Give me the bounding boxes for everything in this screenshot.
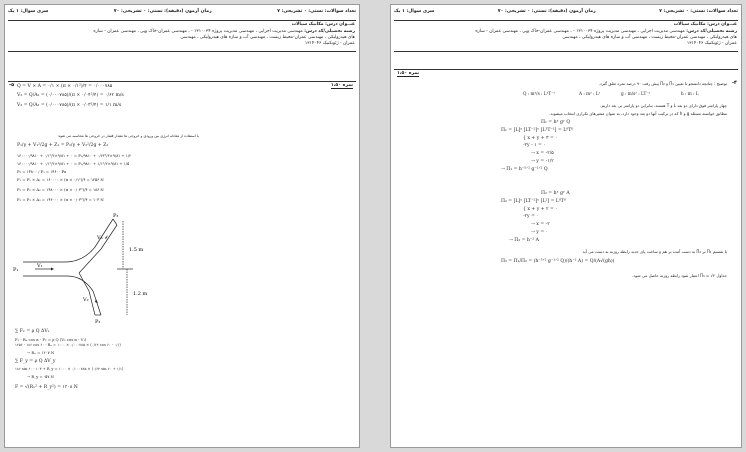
eq-flow: Q = V × A = ۰/۱ × (π × ۰/۱²)/۴ = ۰/۰۰۰۷۸۵ — [17, 84, 113, 89]
pi2-y: → y = ۰ — [531, 230, 549, 235]
section-divider — [394, 51, 738, 52]
exam-header — [394, 9, 738, 19]
course-title: عنــوان درس: مکانیک سیالات — [673, 22, 737, 27]
eq-bernoulli-2: ۱۶۰۰۰۰/۹۸۱۰ + ۰/۱²/۲×۹/۸۱ + ۰ = P₂/۹۸۱۰ + ۰/۶۲²/۲×۹/۸۱ + ۱/۲ — [17, 153, 132, 158]
question-count: تعداد سوالات: تستی: ۰ تشریحی: ۷ — [659, 9, 738, 14]
pi1-result: → Π₁ = h⁻⁵ᐟ² g⁻¹ᐟ² Q — [501, 167, 548, 172]
score-label: ۱،۵۰ نمره — [397, 71, 420, 76]
exam-header — [8, 9, 356, 19]
pi1-dims: Π₁ = [L]ˣ [LT⁻²]ʸ [L³T⁻¹] = L⁰T⁰ — [501, 128, 574, 133]
major-info: رشته تحصیلی/کد درس: مهندسی مدیریت اجرایی ، مهندسی مدیریت پروژه ۱۳۱۰۰۳۴ - ، مهندسی عمران-خاک وپی ، مهندسی عمران - سازه های هیدرولیکی ، مهندسی عمران-محیط زیست ، مهندسی آب و سازه های هیدرولیکی ، مهندسی عمران - ژئوتکنیک ۱۳۱۴۰۴۶ — [475, 29, 737, 47]
pi2-x: → x = -۲ — [531, 222, 550, 227]
pi2-dims: Π₂ = [L]ˣ [LT⁻²]ʸ [L²] = L⁰T⁰ — [501, 199, 566, 204]
intro-note: توضیح : چنانچه دانشجو تا تعیین Π₁ و Π₂ پیش رفت ۹۰ درصد نمره تعلق گیرد. — [598, 81, 727, 86]
para-combine: با تقسیم Π₁ بر Π₂ به دست آمده بر هم و ساخت پای جدید رابطه روزنه به دست می آید — [582, 249, 727, 254]
header-divider — [394, 20, 738, 21]
label-v1: V₁ — [37, 263, 43, 269]
eq-momentum-x-2: F₁ - Rₓ cos α - F₂ = ρ Q (V₂ cos α - V₁) — [15, 337, 87, 342]
question-series: سری سوال: ۱ یک — [394, 9, 435, 14]
question-number: -۵ — [9, 82, 15, 88]
score-label: ۱،۵۰ نمره — [330, 83, 353, 88]
pipe-diagram — [5, 211, 165, 331]
eq-v3: V₃ = Q/A₃ = (۰/۰۰۰۷۸۵)/(π × ۰/۰۳²/۴) = ۱/۱ m/s — [17, 103, 122, 108]
eq-ry: → R_y = -۵۷ N — [27, 374, 54, 379]
answer-page-left — [4, 4, 360, 448]
label-p2: P₂ — [95, 319, 101, 325]
label-h1: 1.5 m — [129, 247, 144, 253]
dim-h: h : m : L — [681, 91, 699, 96]
eq-momentum-x: ∑ Fₓ = ρ Q ΔVₓ — [15, 329, 50, 334]
label-p1: P₁ — [13, 267, 19, 273]
para-repeating: مطابق خواسته مسئله g و h که در ترکیب آنها دو بعد وجود دارد، به عنوان متغیرهای تکراری انتخاب میشوند. — [549, 111, 727, 116]
header-divider — [8, 20, 356, 21]
major-info: رشته تحصیلی/کد درس: مهندسی مدیریت اجرایی ، مهندسی مدیریت پروژه ۱۳۱۰۰۳۴ - ، مهندسی عمران-خاک وپی ، مهندسی عمران - سازه های هیدرولیکی ، مهندسی عمران-محیط زیست ، مهندسی آب و سازه های هیدرولیکی ، مهندسی عمران - ژئوتکنیک ۱۳۱۴۰۴۶ — [93, 29, 355, 47]
label-h2: 1.2 m — [133, 291, 148, 297]
pi1-x: → x = -۲/۵ — [531, 151, 554, 156]
eq-momentum-y-2: ۱۸۶ sin ۶۰ - ۱۰۳ + R_y = ۱۰۰۰ × ۰/۰۰۰۷۸۵ × (۰/۶۲ sin ۶۰ + ۱/۱) — [15, 367, 124, 371]
pi3-ratio: Π₃ = Π₁/Π₂ = (h⁻⁵ᐟ² g⁻¹ᐟ² Q)/(h⁻² A) = Q/(A√(gh)) — [501, 259, 615, 264]
question-number: -۴ — [731, 80, 737, 86]
label-v3: V₃ — [97, 235, 103, 241]
question-top-divider — [394, 69, 738, 70]
para-dims: چهار پارامتر فوق دارای دو بعد L و T هستند، بنابراین دو پارامتر بی بعد داریم. — [600, 103, 727, 108]
exam-time: زمان آزمون (دقیقه): تستی: ۰ تشریحی: ۷۰ — [113, 9, 212, 14]
answer-page-right — [390, 4, 742, 448]
question-series: سری سوال: ۱ یک — [8, 9, 49, 14]
section-divider — [8, 51, 356, 52]
label-p3: P₃ — [113, 213, 119, 219]
course-title: عنــوان درس: مکانیک سیالات — [291, 22, 355, 27]
label-v2: V₂ — [83, 297, 89, 303]
eq-v2: V₂ = Q/A₂ = (۰/۰۰۰۷۸۵)/(π × ۰/۰۴²/۴) = ۰/۶۲ m/s — [17, 93, 124, 98]
eq-momentum-x-3: ۱۲۵۶ - ۱۸۶ cos ۶۰ - Rₓ = ۱۰۰۰ × ۰/۰۰۰۷۸۵ × (۰/۶۲ cos ۶۰ - ۰/۱) — [15, 343, 121, 347]
eq-force-1: F₁ = P₁ × A₁ = ۱۶۰۰۰۰ × (π × ۰/۱²)/۴ = ۱۲۵۶ N — [17, 177, 104, 182]
final-note: جداول Π₃ = √۲ اعتبار شود رابطه روزنه حاصل می شود. — [632, 273, 727, 278]
eq-bernoulli-3: ۱۶۰۰۰۰/۹۸۱۰ + ۰/۱²/۲×۹/۸۱ + ۰ = P₃/۹۸۱۰ + ۱/۱²/۲×۹/۸۱ + ۱/۵ — [17, 161, 130, 166]
energy-note: با استفاده از معادله انرژی بین ورودی و خروجی ها مقدار فشار در خروجی ها محاسبه می شود: — [57, 134, 199, 138]
pi2-result: → Π₂ = h⁻² A — [509, 238, 539, 243]
question-top-divider — [8, 81, 356, 82]
pi1-sys-1: { x + y + ۳ = ۰ — [523, 136, 558, 141]
pi1-y: → y = -۱/۲ — [531, 159, 554, 164]
dim-g: g : m/s² : LT⁻² — [621, 91, 651, 96]
pi2-def: Π₂ = hˣ gʸ A — [541, 191, 570, 196]
pi1-def: Π₁ = hˣ gʸ Q — [541, 120, 571, 125]
eq-rx: → Rₓ = ۱۲۰۷ N — [27, 350, 55, 355]
question-count: تعداد سوالات: تستی: ۰ تشریحی: ۷ — [277, 9, 356, 14]
eq-resultant: F = √(Rₓ² + R_y²) = ۱۲۰۸ N — [15, 385, 78, 390]
eq-pressures: P₂ = ۱۴۸۰۰ / P₃ = ۱۴۶۰۰ Pa — [17, 169, 67, 174]
eq-force-3: F₃ = P₃ × A₃ = ۱۴۶۰۰۰ × (π × ۰/۰۳²)/۴ = ۱۰۳ N — [17, 197, 104, 202]
dim-q: Q : m³/s : L³T⁻¹ — [523, 91, 555, 96]
eq-bernoulli: P₁/γ + V₁²/2g + Z₁ = P₂/γ + V₂²/2g + Z₂ — [17, 143, 109, 148]
pi2-sys-1: { x + y + ۲ = ۰ — [523, 207, 558, 212]
pi1-sys-2: -۲y - ۱ = ۰ — [523, 143, 546, 148]
pi2-sys-2: -۲y = ۰ — [523, 214, 539, 219]
eq-force-2: F₂ = P₂ × A₂ = ۱۴۸۰۰۰ × (π × ۰/۰۴²)/۴ = ۱۸۶ N — [17, 187, 104, 192]
exam-time: زمان آزمون (دقیقه): تستی: ۰ تشریحی: ۷۰ — [497, 9, 596, 14]
eq-momentum-y: ∑ F_y = ρ Q ΔV_y — [15, 359, 56, 364]
dim-a: A : m² : L² — [579, 91, 601, 96]
